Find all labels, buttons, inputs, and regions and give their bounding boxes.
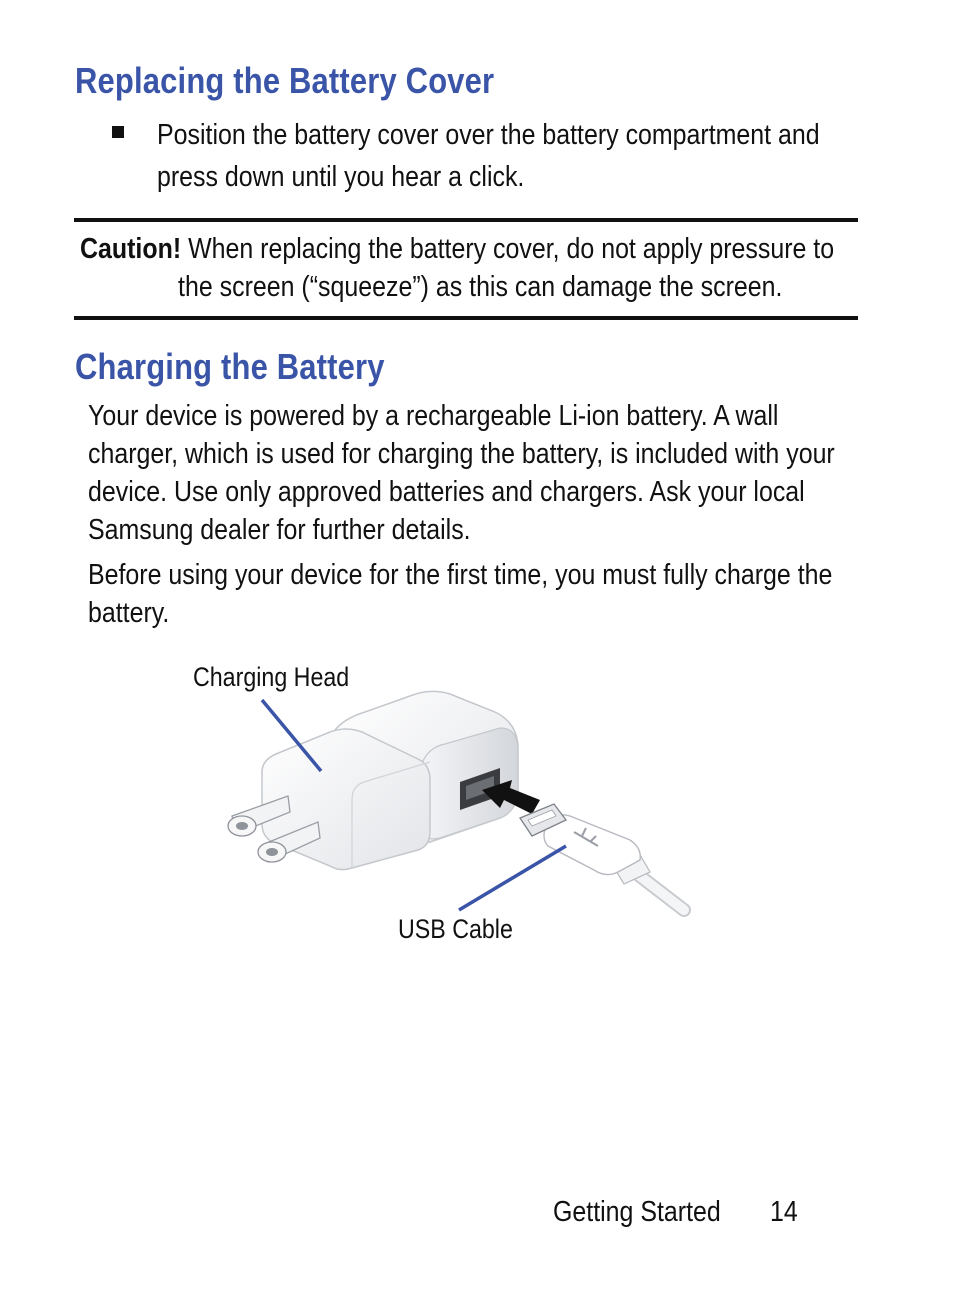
caution-label: Caution!	[80, 233, 182, 265]
paragraph-line: battery.	[88, 597, 170, 629]
usb-cable-callout-line	[459, 846, 566, 910]
section-title-replacing-battery-cover: Replacing the Battery Cover	[75, 60, 495, 101]
bullet-line: Position the battery cover over the battery compartment and	[157, 119, 820, 151]
paragraph-line: Samsung dealer for further details.	[88, 514, 471, 546]
section-title-charging-battery: Charging the Battery	[75, 346, 385, 387]
caution-line: When replacing the battery cover, do not apply pressure to	[188, 233, 835, 265]
footer-page-number: 14	[770, 1196, 798, 1228]
caution-line: the screen (“squeeze”) as this can damage the screen.	[178, 271, 783, 303]
figure-label-usb-cable: USB Cable	[398, 914, 513, 944]
paragraph-line: Your device is powered by a rechargeable Li-ion battery. A wall	[88, 400, 779, 432]
bullet-line: press down until you hear a click.	[157, 161, 525, 193]
figure-label-charging-head: Charging Head	[193, 662, 350, 692]
charging-head-icon	[228, 691, 518, 869]
footer-section-name: Getting Started	[553, 1196, 721, 1228]
paragraph-line: Before using your device for the first time, you must fully charge the	[88, 559, 833, 591]
paragraph-line: charger, which is used for charging the battery, is included with your	[88, 438, 835, 470]
paragraph-line: device. Use only approved batteries and chargers. Ask your local	[88, 476, 805, 508]
